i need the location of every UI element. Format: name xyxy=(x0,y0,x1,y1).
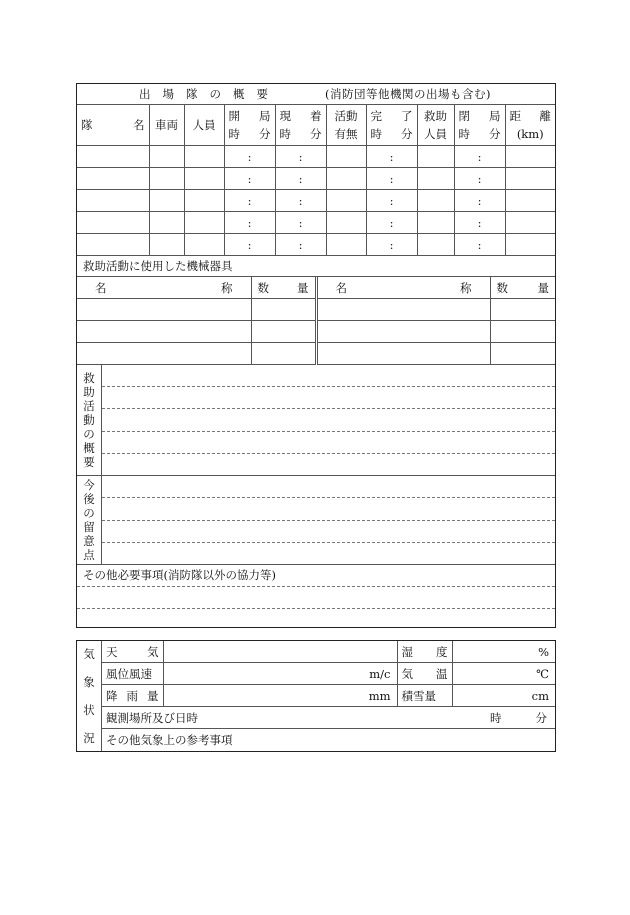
humidity-value[interactable]: % xyxy=(452,641,555,663)
machinery-row[interactable] xyxy=(77,321,555,343)
rescue-summary-section xyxy=(77,365,555,476)
observation-row[interactable]: 観測場所及び日時 時 分 xyxy=(102,707,555,729)
title-sub: (消防団等他機関の出場も含む) xyxy=(325,87,491,101)
future-notes-label: 今 後 の 留 意 点 xyxy=(77,476,102,564)
other-matters-line[interactable] xyxy=(77,587,555,609)
snowfall-value[interactable]: cm xyxy=(452,685,555,707)
deployment-row[interactable]: : : : : xyxy=(77,212,555,234)
rainfall-value[interactable]: mm xyxy=(163,685,397,707)
other-matters-line[interactable] xyxy=(77,609,555,630)
machinery-row[interactable] xyxy=(77,343,555,365)
weather-table xyxy=(102,641,555,750)
temperature-value[interactable]: ℃ xyxy=(452,663,555,685)
weather-row: 降 雨 量 mm 積雪量 cm xyxy=(102,685,555,707)
weather-row: 天 気 湿 度 % xyxy=(102,641,555,663)
deployment-row[interactable]: : : : : xyxy=(77,190,555,212)
other-weather-row[interactable]: その他気象上の参考事項 xyxy=(102,729,555,751)
machinery-row[interactable] xyxy=(77,299,555,321)
machinery-table xyxy=(77,277,555,365)
rescue-report-form xyxy=(76,83,556,628)
deployment-row[interactable]: : : : : xyxy=(77,168,555,190)
title-main: 出 場 隊 の 概 要 xyxy=(139,87,268,101)
future-notes-lines[interactable] xyxy=(102,476,555,564)
weather-block xyxy=(76,640,556,752)
form-title xyxy=(77,84,555,105)
other-matters-section xyxy=(77,565,555,629)
deployment-row[interactable]: : : : : xyxy=(77,146,555,168)
machinery-header-row: 名 称 数 量 名 称 数 量 xyxy=(77,277,555,299)
weather-value[interactable] xyxy=(163,641,397,663)
weather-row: 風位風速 m/c 気 温 ℃ xyxy=(102,663,555,685)
future-notes-section xyxy=(77,476,555,565)
weather-label: 気 象 状 況 xyxy=(77,641,102,751)
rescue-summary-lines[interactable] xyxy=(102,365,555,475)
wind-value[interactable]: m/c xyxy=(163,663,397,685)
rescue-summary-label: 救 助 活 動 の 概 要 xyxy=(77,365,102,475)
machinery-label: 救助活動に使用した機械器具 xyxy=(77,256,555,277)
other-matters-label: その他必要事項(消防隊以外の協力等) xyxy=(77,565,555,587)
deployment-header-row: 隊 名 車両 人員 開 局 時 分 現 着 時 分 活動 有無 完 了 時 分 救助 人員 閉 局 時 分 距 離 (km) xyxy=(77,105,555,146)
deployment-row[interactable]: : : : : xyxy=(77,234,555,256)
deployment-table xyxy=(77,105,555,256)
